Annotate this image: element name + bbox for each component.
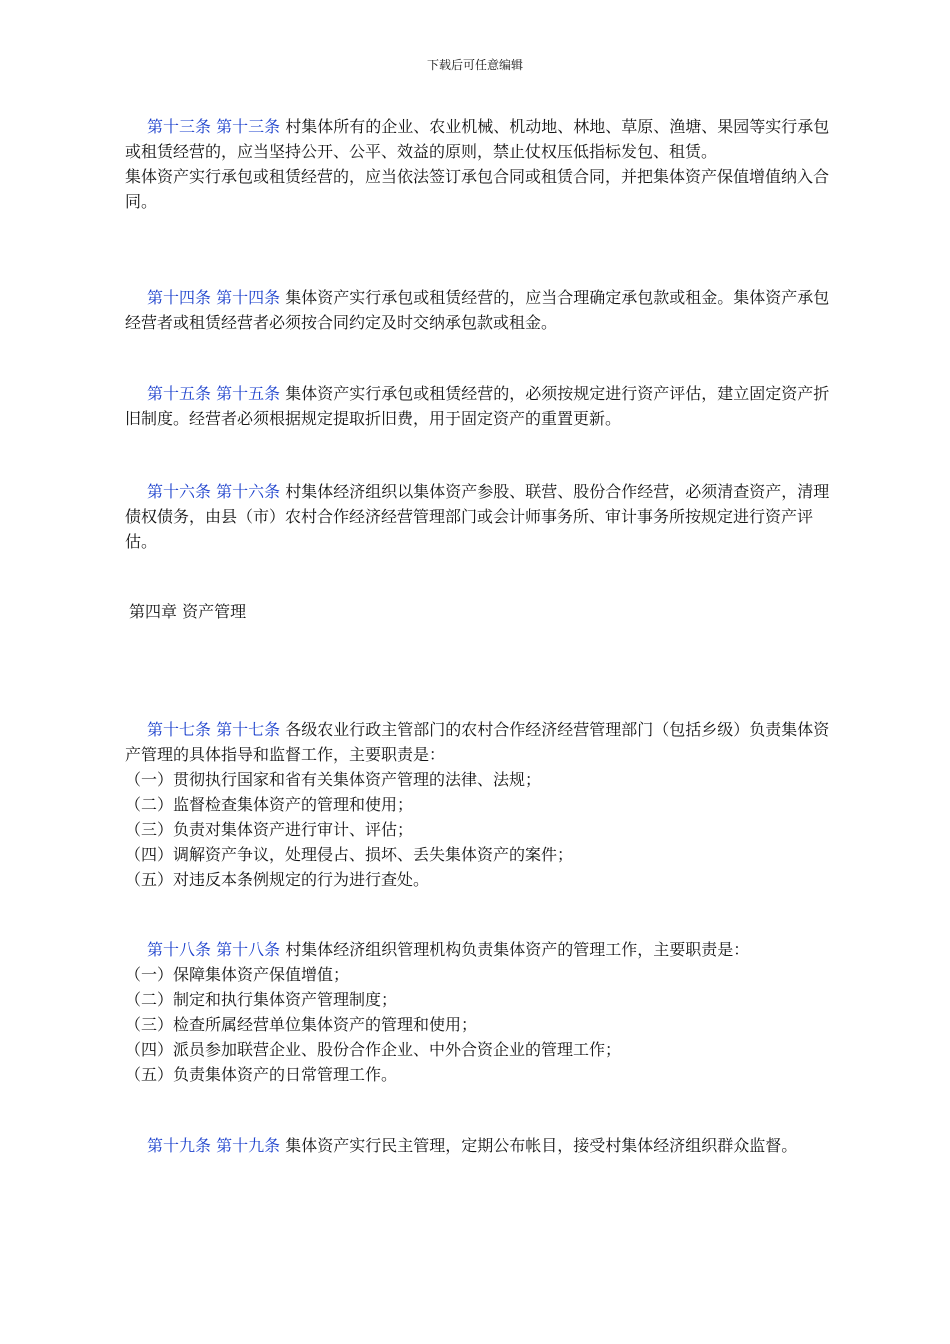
article-19	[125, 1133, 835, 1158]
article-17	[125, 717, 835, 892]
list-item: （五）负责集体资产的日常管理工作。	[125, 1065, 398, 1084]
article-number: 第十九条	[147, 1136, 212, 1155]
article-number: 第十四条	[147, 288, 212, 307]
article-15-paragraph	[125, 381, 835, 431]
article-number: 第十五条	[147, 384, 212, 403]
article-number: 第十九条	[216, 1136, 281, 1155]
chapter-title: 第四章 资产管理	[129, 602, 247, 621]
article-14-paragraph	[125, 285, 835, 335]
article-text: 集体资产实行承包或租赁经营的，应当依法签订承包合同或租赁合同，并把集体资产保值增值纳入合同。	[125, 167, 830, 211]
article-19-paragraph	[125, 1133, 835, 1158]
article-text: 集体资产实行承包或租赁经营的，必须按规定进行资产评估，建立固定资产折旧制度。经营者必须根据规定提取折旧费，用于固定资产的重置更新。	[125, 384, 830, 428]
article-16	[125, 479, 835, 554]
article-text: 集体资产实行承包或租赁经营的，应当合理确定承包款或租金。集体资产承包经营者或租赁经营者必须按合同约定及时交纳承包款或租金。	[125, 288, 830, 332]
list-item: （三）检查所属经营单位集体资产的管理和使用；	[125, 1015, 478, 1034]
article-number: 第十六条	[147, 482, 212, 501]
list-item: （一）保障集体资产保值增值；	[125, 965, 350, 984]
list-item: （二）监督检查集体资产的管理和使用；	[125, 795, 414, 814]
list-item: （三）负责对集体资产进行审计、评估；	[125, 820, 414, 839]
list-item: （四）派员参加联营企业、股份合作企业、中外合资企业的管理工作；	[125, 1040, 622, 1059]
article-text: 集体资产实行民主管理，定期公布帐目，接受村集体经济组织群众监督。	[285, 1136, 798, 1155]
list-item: （五）对违反本条例规定的行为进行查处。	[125, 870, 430, 889]
article-text: 村集体经济组织管理机构负责集体资产的管理工作，主要职责是：	[285, 940, 750, 959]
list-item: （四）调解资产争议，处理侵占、损坏、丢失集体资产的案件；	[125, 845, 574, 864]
article-text: 各级农业行政主管部门的农村合作经济经营管理部门（包括乡级）负责集体资产管理的具体指导和监督工作，主要职责是：	[125, 720, 830, 764]
list-item: （二）制定和执行集体资产管理制度；	[125, 990, 398, 1009]
article-number: 第十五条	[216, 384, 281, 403]
article-number: 第十六条	[216, 482, 281, 501]
list-item: （一）贯彻执行国家和省有关集体资产管理的法律、法规；	[125, 770, 542, 789]
article-14	[125, 285, 835, 335]
article-text: 村集体经济组织以集体资产参股、联营、股份合作经营，必须清查资产，清理债权债务，由县（市）农村合作经济经营管理部门或会计师事务所、审计事务所按规定进行资产评估。	[125, 482, 830, 551]
article-number: 第十七条	[216, 720, 281, 739]
article-16-paragraph	[125, 479, 835, 554]
article-number: 第十七条	[147, 720, 212, 739]
article-17-paragraph	[125, 717, 835, 767]
article-18-paragraph	[125, 937, 835, 962]
article-number: 第十四条	[216, 288, 281, 307]
article-number: 第十八条	[216, 940, 281, 959]
article-number: 第十三条	[216, 117, 281, 136]
article-15	[125, 381, 835, 431]
article-number: 第十八条	[147, 940, 212, 959]
article-text: 村集体所有的企业、农业机械、机动地、林地、草原、渔塘、果园等实行承包或租赁经营的，应当坚持公开、公平、效益的原则，禁止仗权压低指标发包、租赁。	[125, 117, 830, 161]
article-number: 第十三条	[147, 117, 212, 136]
article-18	[125, 937, 835, 1087]
article-13-paragraph-2	[125, 164, 835, 214]
article-13-paragraph	[125, 114, 835, 164]
article-13	[125, 114, 835, 214]
page-header: 下载后可任意编辑	[426, 58, 523, 72]
